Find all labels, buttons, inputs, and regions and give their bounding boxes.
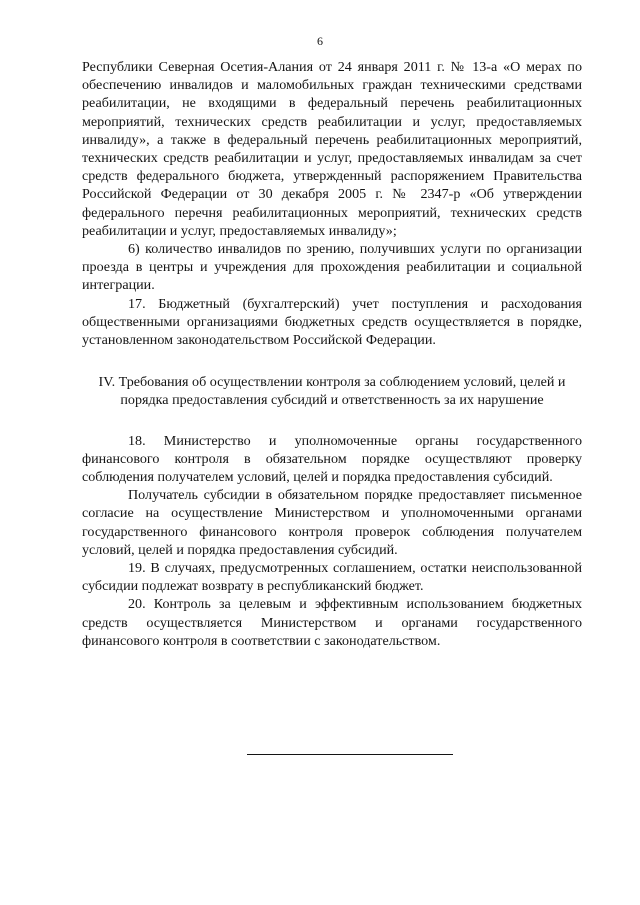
section-heading: IV. Требования об осуществлении контроля за соблюдением условий, целей и порядка предоставления субсидий и ответственность за их нарушение [98,374,566,409]
page-number: 6 [317,34,323,48]
paragraph-item-6: 6) количество инвалидов по зрению, получивших услуги по организации проезда в центры и учреждения для прохождения реабилитации и социальной интеграции. [82,241,582,294]
paragraph-clause-20: 20. Контроль за целевым и эффективным использованием бюджетных средств осуществляется Министерством и органами государственного финансового контроля в соответствии с законодательством. [82,596,582,649]
paragraph-recipient-consent: Получатель субсидии в обязательном порядке предоставляет письменное согласие на осуществление Министерством и уполномоченными органами государственного финансового контроля проверок соблюдения получателем условий, целей и порядка предоставления субсидий. [82,487,582,558]
closing-rule-divider [247,754,453,755]
paragraph-continuation: Республики Северная Осетия-Алания от 24 января 2011 г. № 13-а «О мерах по обеспечению инвалидов и маломобильных граждан техническими средствами реабилитации, не входящими в федеральный перечень реабилитационных мероприятий, технических средств реабилитации и услуг, предоставляемых инвалиду», а также в федеральный перечень реабилитационных мероприятий, технических средств реабилитации и услуг, предоставляемых инвалидам за счет средств федерального бюджета, утвержденный распоряжением Правительства Российской Федерации от 30 декабря 2005 г. № 2347-р «Об утверждении федерального перечня реабилитационных мероприятий, технических средств реабилитации и услуг, предоставляемых инвалиду»; [82,59,582,239]
paragraph-clause-17: 17. Бюджетный (бухгалтерский) учет поступления и расходования общественными организациями бюджетных средств осуществляется в порядке, установленном законодательством Российской Федерации. [82,295,582,349]
paragraph-clause-18: 18. Министерство и уполномоченные органы государственного финансового контроля в обязательном порядке осуществляют проверку соблюдения получателем условий, целей и порядка предоставления субсидий. [82,432,582,486]
paragraph-clause-19: 19. В случаях, предусмотренных соглашением, остатки неиспользованной субсидии подлежат возврату в республиканский бюджет. [82,560,582,595]
document-body [82,58,582,650]
